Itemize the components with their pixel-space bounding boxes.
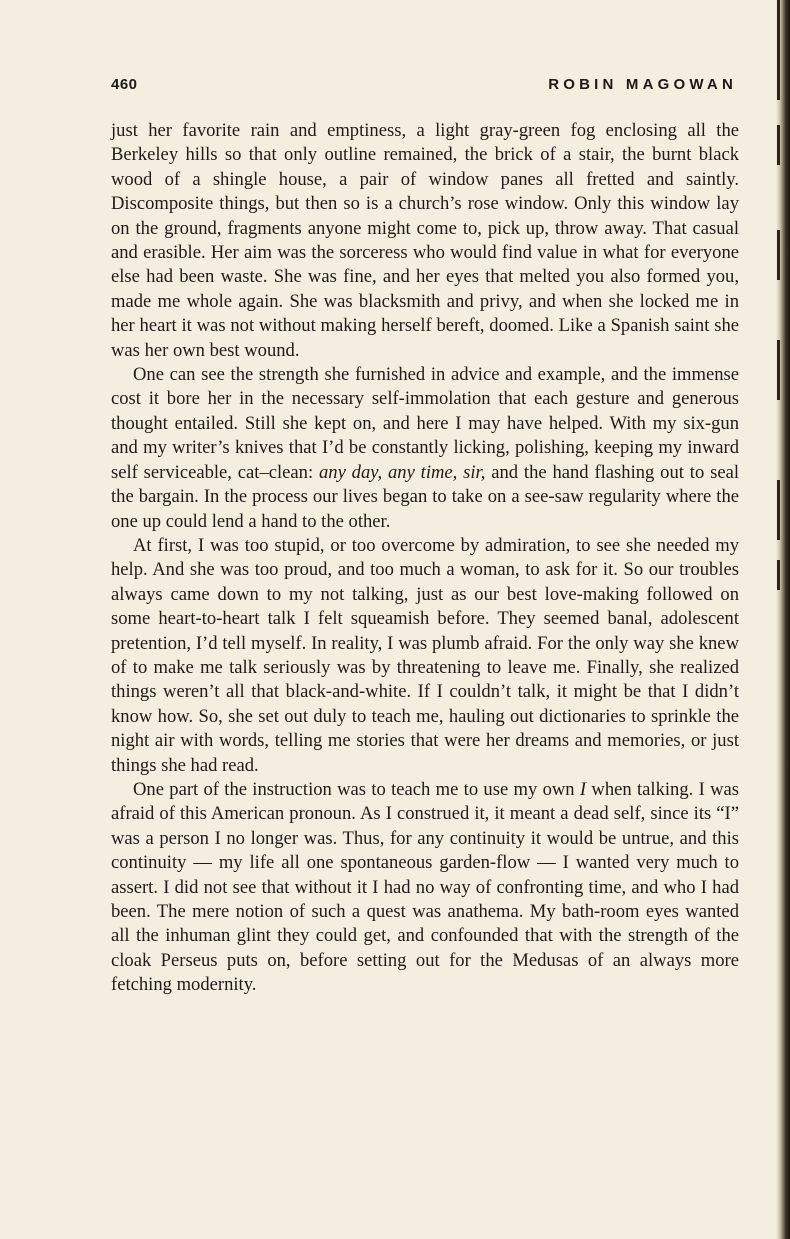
paragraph-1: just her favorite rain and emptiness, a light gray-green fog enclosing all the Berkeley hills so that only outline remained, the brick of a stair, the burnt black wood of a shingle house, a pair of window panes all fretted and saintly. Discomposite things, but then so is a church’s rose window. Only this window lay on the ground, fragments anyone might come to, pick up, throw away. That casual and erasible. Her aim was the sorceress who would find value in what for everyone else had been waste. She was fine, and her eyes that melted you also formed you, made me whole again. She was blacksmith and privy, and when she locked me in her heart it was not without making herself bereft, doomed. Like a Spanish saint she was her own best wound. [111,120,739,361]
paragraph-4-text-b: when talking. I was afraid of this American pronoun. As I construed it, it meant a dead self, since its “I” was a person I no longer was. Thus, for any continuity it would be untrue, and this continuity — my life all one spontaneous garden-flow — I wanted very much to assert. I did not see that without it I had no way of confronting time, and who I had been. The mere notion of such a quest was anathema. My bath-room eyes wanted all the inhuman glint they could get, and confounded that with the strength of the cloak Perseus puts on, before setting out for the Medusas of an always more fetching modernity. [111,778,739,996]
binding-edge [776,0,790,1239]
binding-mark [777,560,780,590]
paragraph-2-text-a: One can see the strength she furnished in advice and example, and the immense cost it bore her in the necessary self-immolation that each gesture and generous thought entailed. Still she kept on, and here I may have helped. With my six-gun and my writer’s knives that I’d be constantly licking, polishing, keeping my inward self serviceable, cat–clean: [111,364,739,483]
paragraph-2 [111,363,739,534]
binding-mark [777,125,780,165]
running-head: ROBIN MAGOWAN [548,76,737,93]
binding-mark [777,480,780,540]
binding-mark [777,0,780,100]
paragraph-4-text-a: One part of the instruction was to teach me to use my own [133,778,580,800]
paragraph-2-italic: any day, any time, sir, [318,461,486,483]
paragraph-4-italic: I [579,778,587,800]
paragraph-3: At first, I was too stupid, or too overcome by admiration, to see she needed my help. And she was too proud, and too much a woman, to ask for it. So our troubles always came down to my not talking, just as our best love-making followed on some heart-to-heart talk I felt squeamish before. They seemed banal, adolescent pretention, I’d tell myself. In reality, I was plumb afraid. For the only way she knew of to make me talk seriously was by threatening to leave me. Finally, she realized things weren’t all that black-and-white. If I couldn’t talk, it might be that I didn’t know how. So, she set out duly to teach me, hauling out dictionaries to sprinkle the night air with words, telling me stories that were her dreams and memories, or just things she had read. [111,534,739,776]
paragraph-4 [111,778,739,998]
binding-mark [777,230,780,280]
page-number: 460 [111,76,138,93]
body-text [111,119,739,998]
paragraph-2-text-b: and the hand flashing out to seal the bargain. In the process our lives began to take on a see-saw regularity where the one up could lend a hand to the other. [111,461,739,532]
binding-mark [777,340,780,400]
page-header [111,76,737,98]
